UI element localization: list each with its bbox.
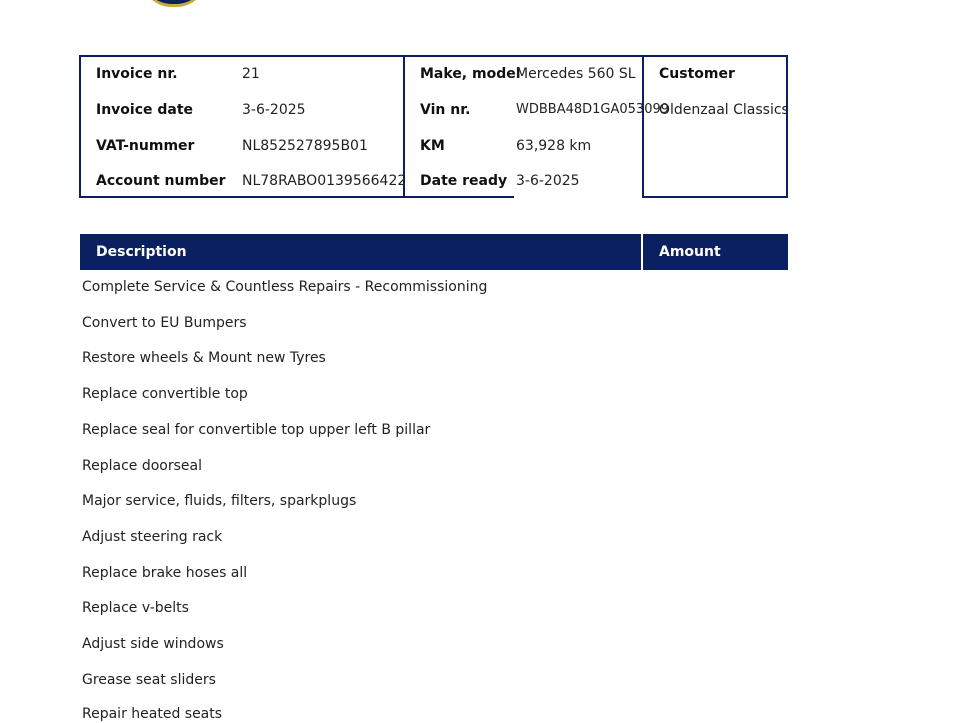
description-header: Description [96, 244, 187, 260]
line-item: Replace v-belts [82, 600, 189, 616]
customer-label: Customer [659, 66, 735, 82]
vin-label: Vin nr. [420, 102, 471, 118]
make-model-label: Make, model [420, 66, 521, 82]
invoice-nr-label: Invoice nr. [96, 66, 178, 82]
line-item: Complete Service & Countless Repairs - Recommissioning [82, 279, 488, 295]
line-item: Replace seal for convertible top upper left B pillar [82, 422, 431, 438]
vin-value: WDBBA48D1GA053099 [516, 102, 670, 117]
vat-value: NL852527895B01 [242, 138, 368, 154]
line-item: Repair heated seats [82, 706, 223, 722]
amount-header: Amount [659, 244, 721, 260]
line-item: Replace doorseal [82, 458, 202, 474]
header-divider [641, 234, 643, 270]
table-header [80, 234, 788, 270]
line-item: Restore wheels & Mount new Tyres [82, 350, 326, 366]
date-ready-value: 3-6-2025 [516, 173, 580, 189]
line-item: Adjust side windows [82, 636, 224, 652]
line-item: Adjust steering rack [82, 529, 223, 545]
customer-name: Oldenzaal Classics [659, 102, 789, 118]
company-logo [140, 0, 208, 7]
vat-label: VAT-nummer [96, 138, 195, 154]
account-number-label: Account number [96, 173, 226, 189]
km-label: KM [420, 138, 445, 154]
invoice-date-value: 3-6-2025 [242, 102, 306, 118]
line-item: Replace convertible top [82, 386, 248, 402]
vehicle-box-bottom-border [403, 196, 514, 198]
km-value: 63,928 km [516, 138, 592, 154]
line-item: Grease seat sliders [82, 672, 216, 688]
invoice-date-label: Invoice date [96, 102, 194, 118]
account-number-value: NL78RABO0139566422 [242, 173, 407, 189]
line-item: Major service, fluids, filters, sparkplugs [82, 493, 357, 509]
date-ready-label: Date ready [420, 173, 508, 189]
invoice-nr-value: 21 [242, 66, 260, 82]
make-model-value: Mercedes 560 SL [516, 66, 636, 82]
line-item: Convert to EU Bumpers [82, 315, 247, 331]
line-item: Replace brake hoses all [82, 565, 248, 581]
